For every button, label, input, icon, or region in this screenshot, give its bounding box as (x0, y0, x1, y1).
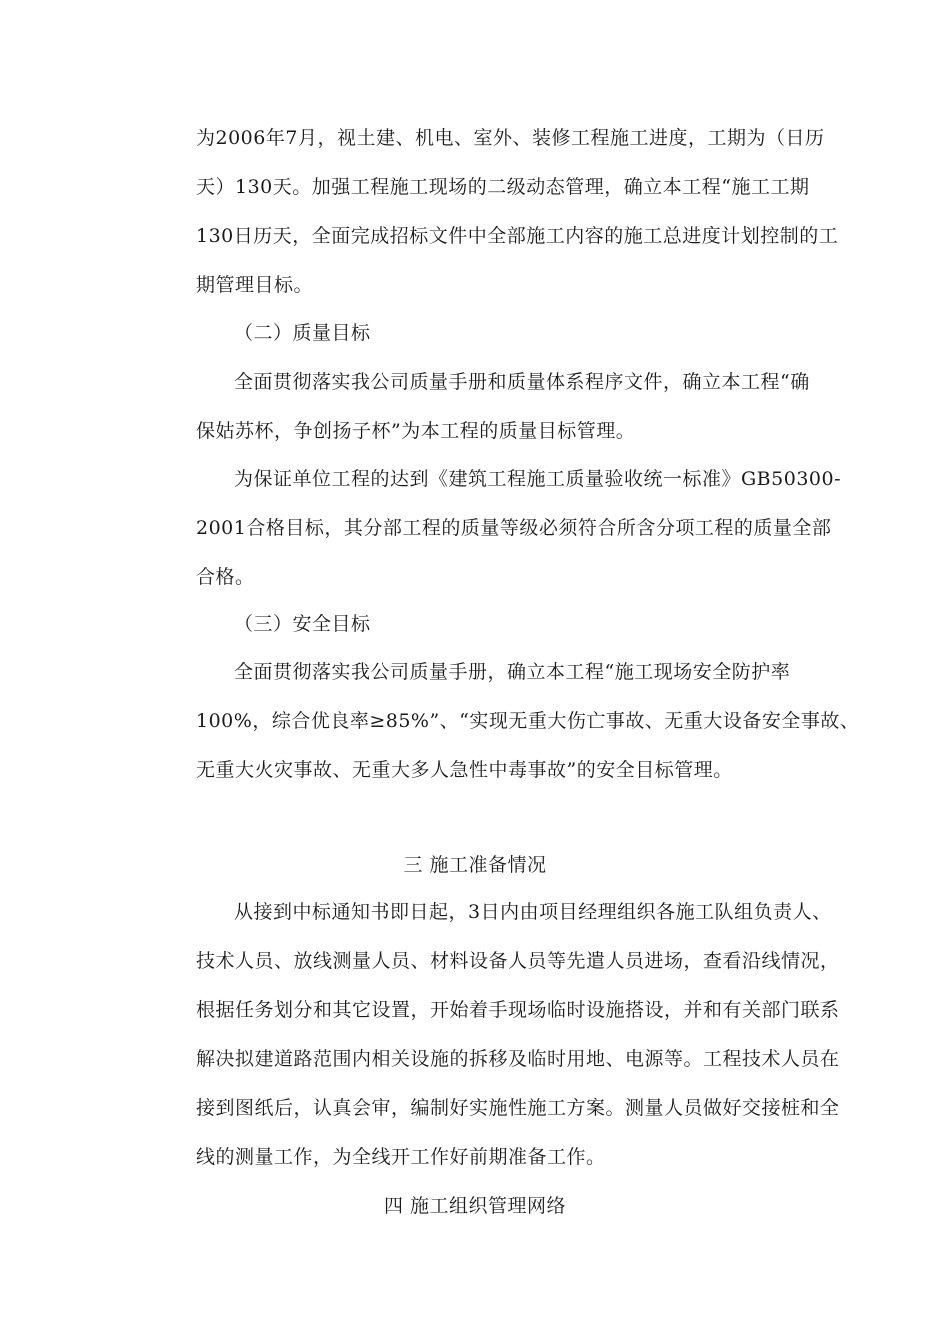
text-line: 期管理目标。 (196, 274, 314, 296)
subsection-heading: （二）质量目标 (234, 322, 371, 344)
text-line: 全面贯彻落实我公司质量手册和质量体系程序文件，确立本工程“确 (234, 371, 810, 393)
section-title: 三 施工准备情况 (403, 854, 547, 876)
text-line: 合格。 (196, 566, 255, 588)
text-line: 线的测量工作，为全线开工作好前期准备工作。 (196, 1146, 606, 1168)
text-line: 为2006年7月，视土建、机电、室外、装修工程施工进度，工期为（日历 (196, 127, 825, 149)
text-line: 技术人员、放线测量人员、材料设备人员等先遣人员进场，查看沿线情况， (196, 950, 840, 972)
text-line: 2001合格目标，其分部工程的质量等级必须符合所含分项工程的质量全部 (196, 517, 832, 539)
text-line: 保姑苏杯，争创扬子杯”为本工程的质量目标管理。 (196, 420, 636, 442)
text-line: 根据任务划分和其它设置，开始着手现场临时设施搭设，并和有关部门联系 (196, 999, 840, 1021)
text-line: 全面贯彻落实我公司质量手册，确立本工程“施工现场安全防护率 (234, 661, 791, 683)
text-line: 天）130天。加强工程施工现场的二级动态管理，确立本工程“施工工期 (196, 176, 810, 198)
text-line: 为保证单位工程的达到《建筑工程施工质量验收统一标准》GB50300- (234, 468, 842, 490)
text-line: 接到图纸后，认真会审，编制好实施性施工方案。测量人员做好交接桩和全 (196, 1097, 840, 1119)
text-line: 100%，综合优良率≥85%”、“实现无重大伤亡事故、无重大设备安全事故、 (196, 710, 860, 732)
subsection-heading: （三）安全目标 (234, 613, 371, 635)
text-line: 从接到中标通知书即日起，3日内由项目经理组织各施工队组负责人、 (234, 901, 832, 923)
text-line: 解决拟建道路范围内相关设施的拆移及临时用地、电源等。工程技术人员在 (196, 1048, 840, 1070)
text-line: 无重大火灾事故、无重大多人急性中毒事故”的安全目标管理。 (196, 759, 733, 781)
section-title: 四 施工组织管理网络 (383, 1195, 567, 1217)
text-line: 130日历天，全面完成招标文件中全部施工内容的施工总进度计划控制的工 (196, 225, 839, 247)
